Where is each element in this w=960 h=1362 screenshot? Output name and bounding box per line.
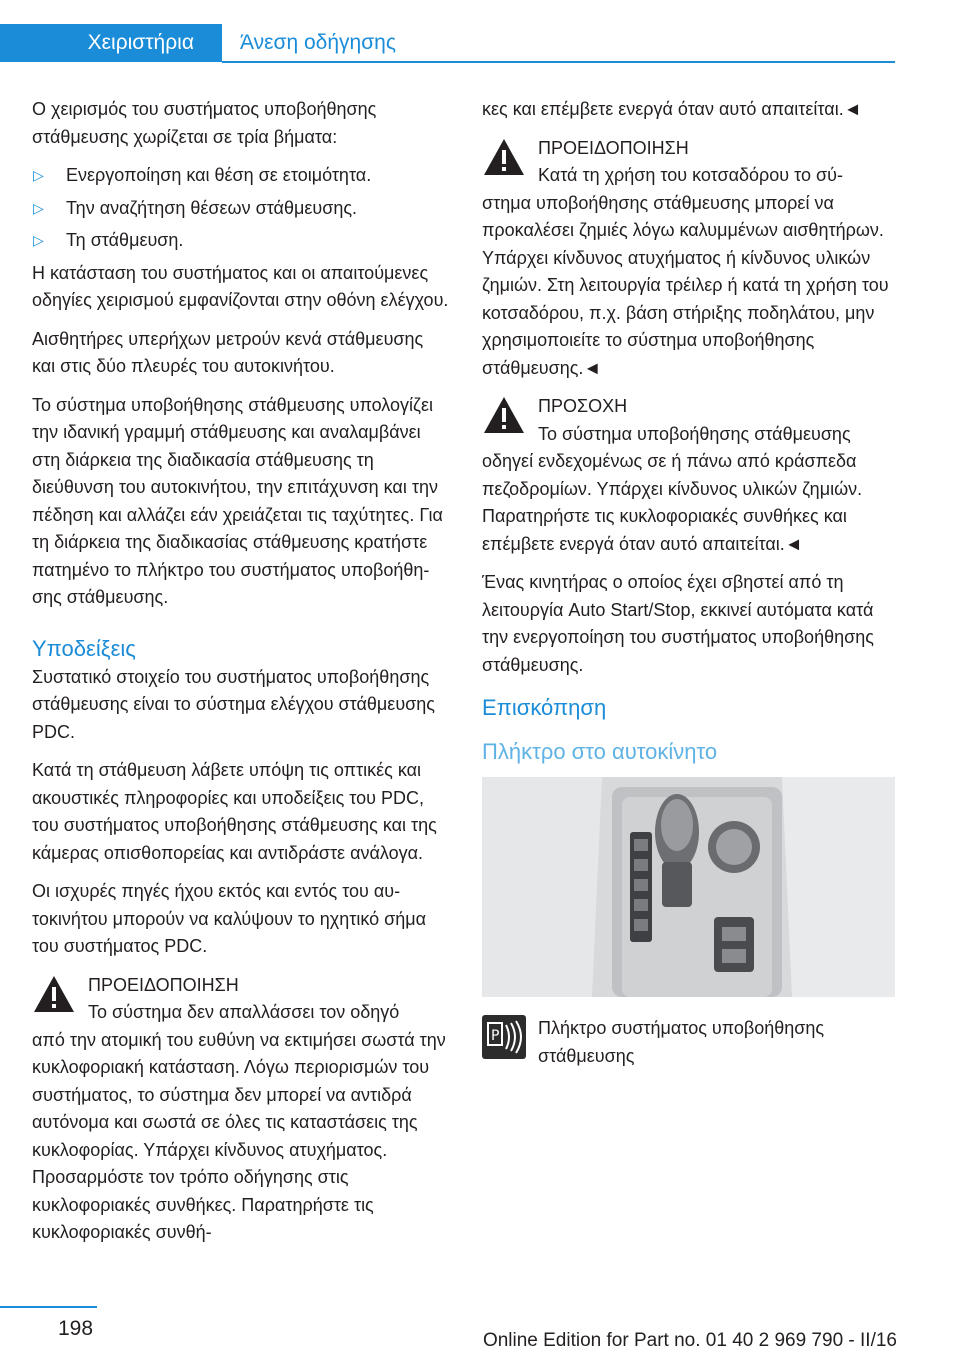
overview-heading: Επισκόπηση bbox=[482, 695, 607, 720]
edition-note: Online Edition for Part no. 01 40 2 969 790 - II/16 bbox=[482, 1330, 897, 1351]
sensors-paragraph: Αισθητήρες υπερήχων μετρούν κενά στάθμευσης και στις δύο πλευρές του αυτοκινήτου. bbox=[32, 328, 424, 376]
warning-title: ΠΡΟΕΙΔΟΠΟΙΗΣΗ bbox=[88, 974, 239, 995]
caution-text: οδηγεί ενδεχομένως σε ή πάνω από κράσπεδα πεζοδρομίων. Υπάρχει κίνδυνος υλικών ζημιών. Παρατηρήστε τις κυκλοφοριακές συνθήκες και επέμβετε ενεργά όταν αυτό απαιτείται.◄ bbox=[482, 451, 863, 554]
hints-heading: Υποδείξεις bbox=[32, 635, 136, 661]
right-column bbox=[482, 96, 897, 1070]
warning-first-line: Κατά τη χρήση του κοτσαδόρου το σύ- bbox=[538, 165, 843, 185]
list-item: ▷ Ενεργοποίηση και θέση σε ετοιμότητα. bbox=[32, 162, 449, 190]
caution-first-line: Το σύστημα υποβοήθησης στάθμευσης bbox=[538, 423, 851, 444]
caution-title: ΠΡΟΣΟΧΗ bbox=[538, 396, 628, 416]
parking-info-paragraph: Κατά τη στάθμευση λάβετε υπόψη τις οπτικές και ακουστικές πληροφορίες και υποδείξεις του PDC, του συστήματος υποβοήθησης στάθμευσης και της κάμερας οπισθοπορείας και αντιδράστε ανάλογα. bbox=[32, 760, 437, 863]
continued-paragraph: κες και επέμβετε ενεργά όταν αυτό απαιτείται.◄ bbox=[482, 99, 862, 119]
console-illustration bbox=[482, 777, 895, 997]
triangle-bullet-icon: ▷ bbox=[33, 167, 44, 183]
list-item: ▷ Την αναζήτηση θέσεων στάθμευσης. bbox=[32, 195, 449, 223]
caution-block bbox=[482, 393, 897, 558]
svg-text:P: P bbox=[491, 1028, 500, 1044]
center-console-photo bbox=[482, 777, 895, 997]
button-subheading: Πλήκτρο στο αυτοκίνητο bbox=[482, 739, 718, 764]
left-column bbox=[32, 96, 449, 1258]
header-chapter-tab: Άνεση οδήγησης bbox=[240, 31, 396, 54]
system-paragraph: Το σύστημα υποβοήθησης στάθμευσης υπολογίζει την ιδανική γραμμή στάθμευσης και αναλαμβάνει στη διάρκεια της διαδικασία στάθμευσης τη διεύθυνση του αυτοκινήτου, την επιτάχυνση και την πέδηση και αλλάζει εάν χρειάζεται τις ταχύτητες. Για τη διάρκεια της διαδικασίας στάθμευσης κρατήστε πατημένο το πλήκτρο του συστήματος υποβοήθησης στάθμευσης. bbox=[32, 394, 443, 607]
footer-rule bbox=[0, 1306, 97, 1308]
intro-paragraph: Ο χειρισμός του συστήματος υποβοήθησης στάθμευσης χωρίζεται σε τρία βήματα: bbox=[32, 99, 377, 147]
header-rule bbox=[222, 61, 895, 63]
parking-assist-button-icon bbox=[482, 1015, 526, 1059]
sound-paragraph: Οι ισχυρές πηγές ήχου εκτός και εντός του αυτοκινήτου μπορούν να καλύψουν το ηχητικό σήμα του συστήματος PDC. bbox=[32, 881, 427, 956]
warning-block bbox=[32, 972, 449, 1247]
list-item: ▷ Τη στάθμευση. bbox=[32, 227, 449, 255]
warning-triangle-icon bbox=[482, 137, 526, 177]
warning-text: στημα υποβοήθησης στάθμευσης μπορεί να προκαλέσει ζημιές λόγω καλυμμένων αισθητήρων. Υπάρχει κίνδυνος ατυχήματος ή κίνδυνος υλικών ζημιών. Στη λειτουργία τρέιλερ ή κατά τη χρήση του κοτσαδόρου, π.χ. βάση στήριξης ποδηλάτου, μην χρησιμοποιείτε το σύστημα υποβοήθησης στάθμευσης.◄ bbox=[482, 192, 889, 378]
button-caption: Πλήκτρο συστήματος υποβοήθησης στάθμευσης bbox=[538, 1018, 825, 1066]
caption-row bbox=[482, 1015, 897, 1070]
header-section-tab: Χειριστήρια bbox=[0, 24, 222, 62]
warning-text: από την ατομική του ευθύνη να εκτιμήσει σωστά την κυκλοφοριακή κατάσταση. Λόγω περιορισμών του συστήματος, το σύστημα δεν μπορεί να αντιδρά αυτόνομα και σωστά σε όλες τις καταστάσεις της κυκλοφορίας. Υπάρχει κίνδυνος ατυχήματος. Προσαρμόστε τον τρόπο οδήγησης στις κυκλοφοριακές συνθήκες. Παρατηρήστε τις κυκλοφοριακές συνθή- bbox=[32, 1029, 446, 1242]
warning-block bbox=[482, 135, 897, 383]
warning-title: ΠΡΟΕΙΔΟΠΟΙΗΣΗ bbox=[538, 137, 689, 158]
page-number: 198 bbox=[58, 1317, 94, 1340]
status-paragraph: Η κατάσταση του συστήματος και οι απαιτούμενες οδηγίες χειρισμού εμφανίζονται στην οθόνη ελέγχου. bbox=[32, 262, 449, 310]
warning-triangle-icon bbox=[32, 974, 76, 1014]
autostart-paragraph: Ένας κινητήρας ο οποίος έχει σβηστεί από τη λειτουργία Auto Start/Stop, εκκινεί αυτόματα κατά την ενεργοποίηση του συστήματος υποβοήθησης στάθμευσης. bbox=[482, 572, 874, 675]
triangle-bullet-icon: ▷ bbox=[33, 199, 44, 216]
pdc-paragraph: Συστατικό στοιχείο του συστήματος υποβοήθησης στάθμευσης είναι το σύστημα ελέγχου στάθμευσης PDC. bbox=[32, 666, 435, 742]
steps-list bbox=[32, 162, 449, 255]
warning-first-line: Το σύστημα δεν απαλλάσσει τον οδηγό bbox=[88, 1002, 400, 1022]
page-header bbox=[0, 0, 895, 62]
triangle-bullet-icon: ▷ bbox=[33, 232, 44, 248]
warning-triangle-icon bbox=[482, 395, 526, 435]
